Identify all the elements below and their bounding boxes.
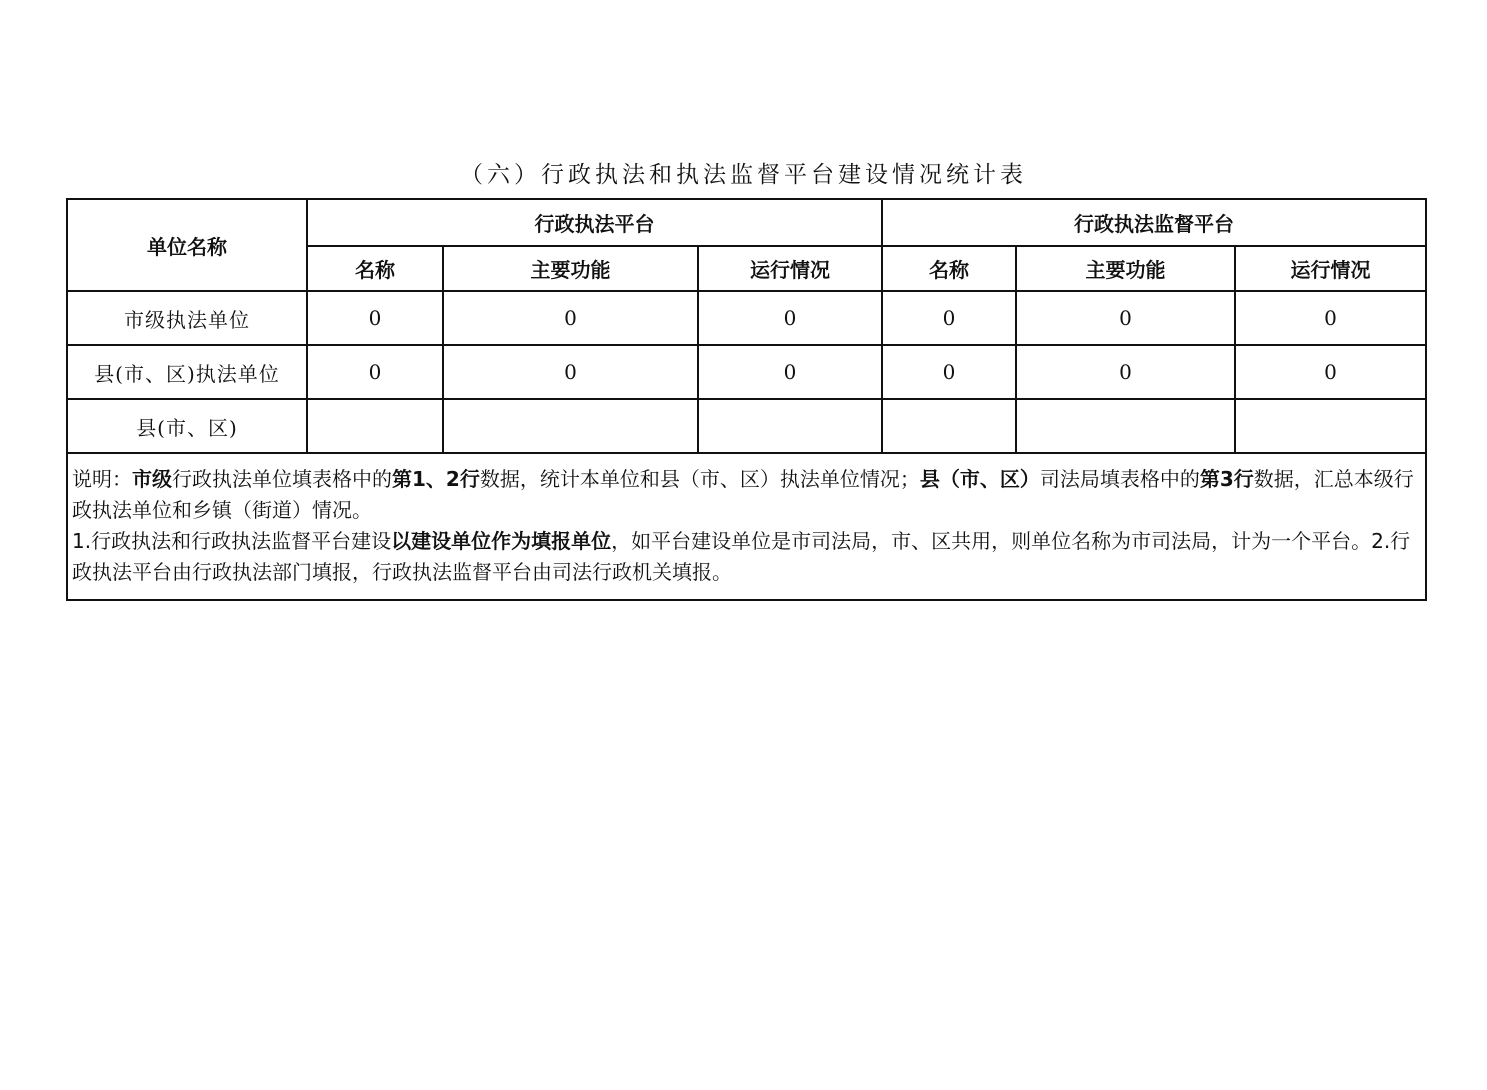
table-cell: 0 — [307, 345, 443, 399]
table-cell: 0 — [698, 291, 882, 345]
table-cell — [1235, 399, 1426, 453]
table-cell: 0 — [307, 291, 443, 345]
table-row — [67, 345, 1426, 399]
table-cell: 0 — [443, 291, 698, 345]
row-unit-name: 县(市、区) — [67, 399, 307, 453]
table-cell: 0 — [698, 345, 882, 399]
notes-emphasis: 第1、2行 — [392, 467, 480, 491]
table-cell — [1016, 399, 1235, 453]
table-cell: 0 — [1235, 345, 1426, 399]
notes-text: 司法局填表格中的 — [1039, 467, 1200, 491]
notes-text: 1.行政执法和行政执法监督平台建设 — [72, 529, 392, 553]
notes-emphasis: 县（市、区） — [919, 467, 1040, 491]
column-header-main-function: 主要功能 — [443, 246, 698, 291]
table-cell: 0 — [882, 345, 1016, 399]
notes-row — [67, 453, 1426, 600]
table-cell — [307, 399, 443, 453]
unit-name-header: 单位名称 — [67, 199, 307, 291]
supervision-platform-header: 行政执法监督平台 — [882, 199, 1426, 246]
row-unit-name: 县(市、区)执法单位 — [67, 345, 307, 399]
notes-text: 数据，汇总本级行政执法单位和乡镇（街道）情况。 — [72, 467, 1414, 522]
table-cell: 0 — [882, 291, 1016, 345]
table-cell: 0 — [443, 345, 698, 399]
notes-emphasis: 市级 — [132, 467, 172, 491]
column-header-operation-status: 运行情况 — [698, 246, 882, 291]
column-header-name: 名称 — [307, 246, 443, 291]
table-cell: 0 — [1235, 291, 1426, 345]
notes-text: 数据，统计本单位和县（市、区）执法单位情况； — [479, 467, 920, 491]
table-row — [67, 291, 1426, 345]
notes-text: 行政执法单位填表格中的 — [172, 467, 392, 491]
table-cell: 0 — [1016, 345, 1235, 399]
page-title: （六）行政执法和执法监督平台建设情况统计表 — [460, 162, 1027, 188]
enforcement-platform-header: 行政执法平台 — [307, 199, 882, 246]
notes-cell — [67, 453, 1426, 600]
notes-emphasis: 以建设单位作为填报单位 — [391, 529, 612, 553]
column-header-name: 名称 — [882, 246, 1016, 291]
notes-text: 说明： — [72, 467, 132, 491]
notes-paragraph-2 — [72, 526, 1417, 588]
notes-text: ，如平台建设单位是市司法局，市、区共用，则单位名称为市司法局，计为一个平台。2.行政执法平台由行政执法部门填报，行政执法监督平台由司法行政机关填报。 — [72, 529, 1411, 584]
table-cell: 0 — [1016, 291, 1235, 345]
table-cell — [698, 399, 882, 453]
column-header-operation-status: 运行情况 — [1235, 246, 1426, 291]
header-row-groups — [67, 199, 1426, 246]
column-header-main-function: 主要功能 — [1016, 246, 1235, 291]
table-cell — [882, 399, 1016, 453]
notes-emphasis: 第3行 — [1199, 467, 1254, 491]
row-unit-name: 市级执法单位 — [67, 291, 307, 345]
table-cell — [443, 399, 698, 453]
statistics-table — [66, 198, 1427, 601]
table-row — [67, 399, 1426, 453]
notes-paragraph-1 — [72, 464, 1417, 526]
